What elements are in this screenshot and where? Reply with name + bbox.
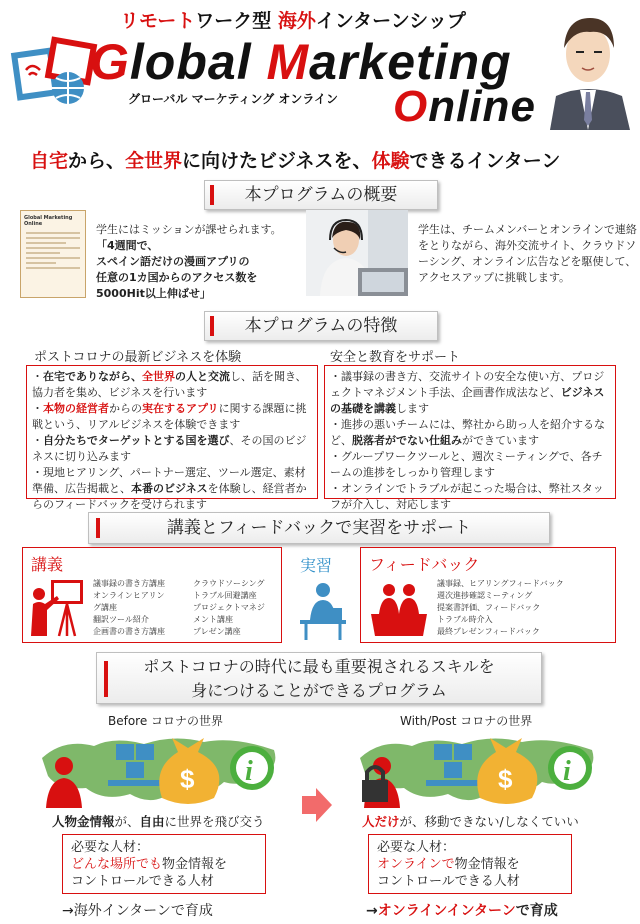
feature-item-1-rest: し、話を聞き、協力者を集め、ビジネスを行います — [32, 370, 307, 399]
lecture-item: メント講座 — [193, 615, 233, 624]
skills-heading — [96, 652, 542, 704]
trade-freely: 自由 — [139, 814, 165, 829]
svg-text:$: $ — [498, 764, 513, 794]
support-item-1-start: ・議事録の書き方、交流サイトの安全な使い方、プロジェクトマネジメント手法、企画書作成法など、 — [330, 370, 605, 399]
feature-item-2 — [32, 401, 312, 433]
tagline-experience: 体験 — [371, 150, 410, 172]
practice-title: 実習 — [300, 556, 333, 575]
lecture-item: グ講座 — [93, 603, 117, 612]
feature-item-4-rest: を体験し、経営者からのフィードバックを受けられます — [32, 482, 307, 511]
bullet: ・ — [32, 402, 43, 415]
need-line-2 — [71, 856, 257, 873]
result-arrow: → — [366, 903, 378, 919]
lecture-item: 翻訳ツール紹介 — [93, 615, 149, 624]
mission-document-thumbnail — [20, 210, 86, 298]
headset-worker-photo — [306, 210, 408, 296]
after-world-map-icon — [352, 728, 602, 812]
before-corona-label: Before コロナの世界 — [108, 714, 224, 728]
feature-real-business: 本番のビジネス — [131, 482, 208, 495]
support-item-2 — [330, 417, 610, 449]
feature-real-owner: 本物の経営者 — [43, 402, 109, 415]
before-result: →海外インターンで育成 — [62, 903, 213, 919]
feature-choose-country: 自分たちでターゲットとする国を選び — [43, 434, 230, 447]
feature-item-4 — [32, 465, 312, 513]
feature-at-home: 在宅でありながら、 — [43, 370, 142, 383]
lecture-item: 企画書の書き方講座 — [93, 627, 165, 636]
overview-team-text: 学生は、チームメンバーとオンラインで連絡をとりながら、海外交流サイト、クラウドソーシング、オンライン広告などを駆使して、アクセスアップに挑戦します。 — [418, 223, 637, 284]
support-item-3: ・グループワークツールと、週次ミーティングで、各チームの進捗をしっかり管理します — [330, 450, 603, 479]
tagline-world: 全世界 — [125, 150, 183, 172]
before-trade-text — [52, 812, 265, 830]
lecture-presenter-icon — [29, 578, 85, 638]
lecture-list-1 — [93, 578, 165, 638]
feedback-item: トラブル時介入 — [437, 615, 493, 624]
overview-mission-text — [96, 222, 306, 302]
feature-item-3 — [32, 433, 312, 465]
need-control: コントロールできる人材 — [71, 874, 214, 889]
subtitle-internship: インターンシップ — [315, 10, 466, 32]
lecture-item: クラウドソーシング — [193, 579, 265, 588]
overview-heading: 本プログラムの概要 — [204, 180, 438, 210]
bullet: ・ — [32, 434, 43, 447]
mission-line-4: 5000Hit以上伸ばせ」 — [96, 287, 211, 300]
feature-real-app: 実在するアプリ — [142, 402, 219, 415]
result-online-intern: オンラインインターン — [377, 903, 516, 919]
result-train: で育成 — [515, 903, 558, 919]
feedback-item: 議事録、ヒアリングフィードバック — [437, 579, 564, 588]
mission-line-2: スペイン語だけの漫画アプリの — [96, 255, 250, 268]
trade-people-goods: 人物金情報 — [52, 814, 115, 829]
mission-intro: 学生にはミッションが課せられます。 — [96, 223, 282, 236]
lecture-item: トラブル回避講座 — [193, 591, 257, 600]
feedback-item: 提案書評価、フィードバック — [437, 603, 541, 612]
features-business-box — [26, 365, 318, 511]
lecture-list-2 — [193, 578, 265, 638]
tagline — [30, 146, 560, 173]
after-need-box — [368, 834, 572, 894]
lecture-title: 講義 — [31, 555, 64, 574]
practice-heading: 講義とフィードバックで実習をサポート — [88, 512, 550, 544]
after-corona-label: With/Post コロナの世界 — [400, 714, 533, 728]
tagline-business: に向けたビジネスを、 — [182, 150, 372, 172]
trade-cannot-move: が、移動できない/しなくていい — [399, 814, 579, 829]
subtitle-overseas: 海外 — [277, 10, 316, 32]
online-globe-logo-icon — [8, 30, 100, 112]
svg-text:$: $ — [180, 764, 195, 794]
lecture-item: オンラインヒアリン — [93, 591, 165, 600]
feature-from: からの — [109, 402, 142, 415]
features-support-box — [324, 365, 616, 511]
feedback-item: 週次進捗確認ミーティング — [437, 591, 533, 600]
feature-item-3-rest: 、その国のビジネスに切り込みます — [32, 434, 307, 463]
need-goods-info: 物金情報を — [454, 857, 520, 872]
trade-only-people: 人だけ — [362, 814, 400, 829]
features-right-title: 安全と教育をサポート — [330, 350, 461, 365]
tagline-intern: できるインターン — [409, 150, 561, 172]
skills-heading-line-2: 身につけることができるプログラム — [191, 681, 447, 700]
mission-line-1: 「4週間で、 — [96, 239, 159, 252]
feature-interact: の人と交流 — [175, 370, 230, 383]
brand-kana: グローバル マーケティング オンライン — [128, 92, 338, 106]
support-basics-lecture: ビジネスの基礎を講義 — [330, 386, 605, 415]
after-trade-text — [362, 812, 579, 830]
support-item-4: ・オンラインでトラブルが起こった場合は、弊社スタッフが介入し、対応します — [330, 482, 604, 511]
doc-thumb-title: Global Marketing Online — [24, 215, 73, 227]
practice-desk-worker-icon — [296, 580, 350, 640]
brand-word-arketing: arketing — [309, 34, 512, 90]
brand-letter-g: G — [90, 34, 130, 90]
mission-line-3: 任意の1カ国からのアクセス数を — [96, 271, 258, 284]
need-anywhere: どんな場所でも — [71, 857, 163, 872]
features-heading: 本プログラムの特徴 — [204, 311, 438, 341]
brand-letter-o: O — [393, 82, 429, 131]
support-no-dropout: 脱落者がでない仕組み — [352, 434, 462, 447]
support-item-2-start: ・進捗の悪いチームには、弊社から助っ人を紹介するなど、 — [330, 418, 605, 447]
feedback-item: 最終プレゼンフィードバック — [437, 627, 540, 636]
skills-heading-line-1: ポストコロナの時代に最も重要視されるスキルを — [143, 657, 495, 676]
feedback-title: フィードバック — [369, 555, 480, 574]
lecture-box — [22, 547, 282, 643]
svg-text:i: i — [245, 756, 253, 787]
feature-item-4-start: ・現地ヒアリング、パートナー選定、ツール選定、素材準備、広告掲載と、 — [32, 466, 306, 495]
trade-fly-world: に世界を飛び交う — [164, 814, 265, 829]
need-goods-info: 物金情報を — [162, 857, 228, 872]
before-world-map-icon — [34, 728, 284, 812]
brand-letter-m: M — [266, 34, 310, 90]
need-line-2 — [377, 856, 563, 873]
brand-online — [393, 82, 536, 132]
tagline-from: から、 — [68, 150, 126, 172]
subtitle-remote: リモート — [120, 10, 196, 32]
tagline-home: 自宅 — [30, 150, 69, 172]
support-item-1-end: します — [396, 402, 429, 415]
features-left-title: ポストコロナの最新ビジネスを体験 — [34, 350, 242, 365]
brand-word-nline: nline — [428, 82, 536, 131]
lecture-item: 議事録の書き方講座 — [93, 579, 165, 588]
bullet: ・ — [32, 370, 43, 383]
after-result — [366, 900, 558, 920]
lecture-item: プレゼン講座 — [193, 627, 241, 636]
support-item-2-end: ができています — [462, 434, 539, 447]
header-subtitle — [120, 6, 466, 33]
need-label: 必要な人材： — [71, 840, 150, 855]
svg-text:i: i — [563, 756, 571, 787]
arrow-right-icon — [300, 786, 334, 824]
businessman-mascot-icon — [540, 4, 636, 130]
feedback-box — [360, 547, 616, 643]
lecture-item: プロジェクトマネジ — [193, 603, 265, 612]
feature-item-1 — [32, 369, 312, 401]
before-need-box — [62, 834, 266, 894]
feature-worldwide: 全世界 — [142, 370, 175, 383]
trade-particle: が、 — [114, 814, 140, 829]
feedback-meeting-icon — [369, 580, 429, 636]
need-control: コントロールできる人材 — [377, 874, 520, 889]
subtitle-work-type: ワーク型 — [195, 10, 278, 32]
support-item-1 — [330, 369, 610, 417]
brand-word-lobal: lobal — [129, 34, 267, 90]
feedback-list — [437, 578, 564, 638]
need-online: オンラインで — [377, 857, 455, 872]
need-label: 必要な人材： — [377, 840, 456, 855]
feature-item-2-rest: に関する課題に挑戦という、リアルビジネスを体験できます — [32, 402, 307, 431]
